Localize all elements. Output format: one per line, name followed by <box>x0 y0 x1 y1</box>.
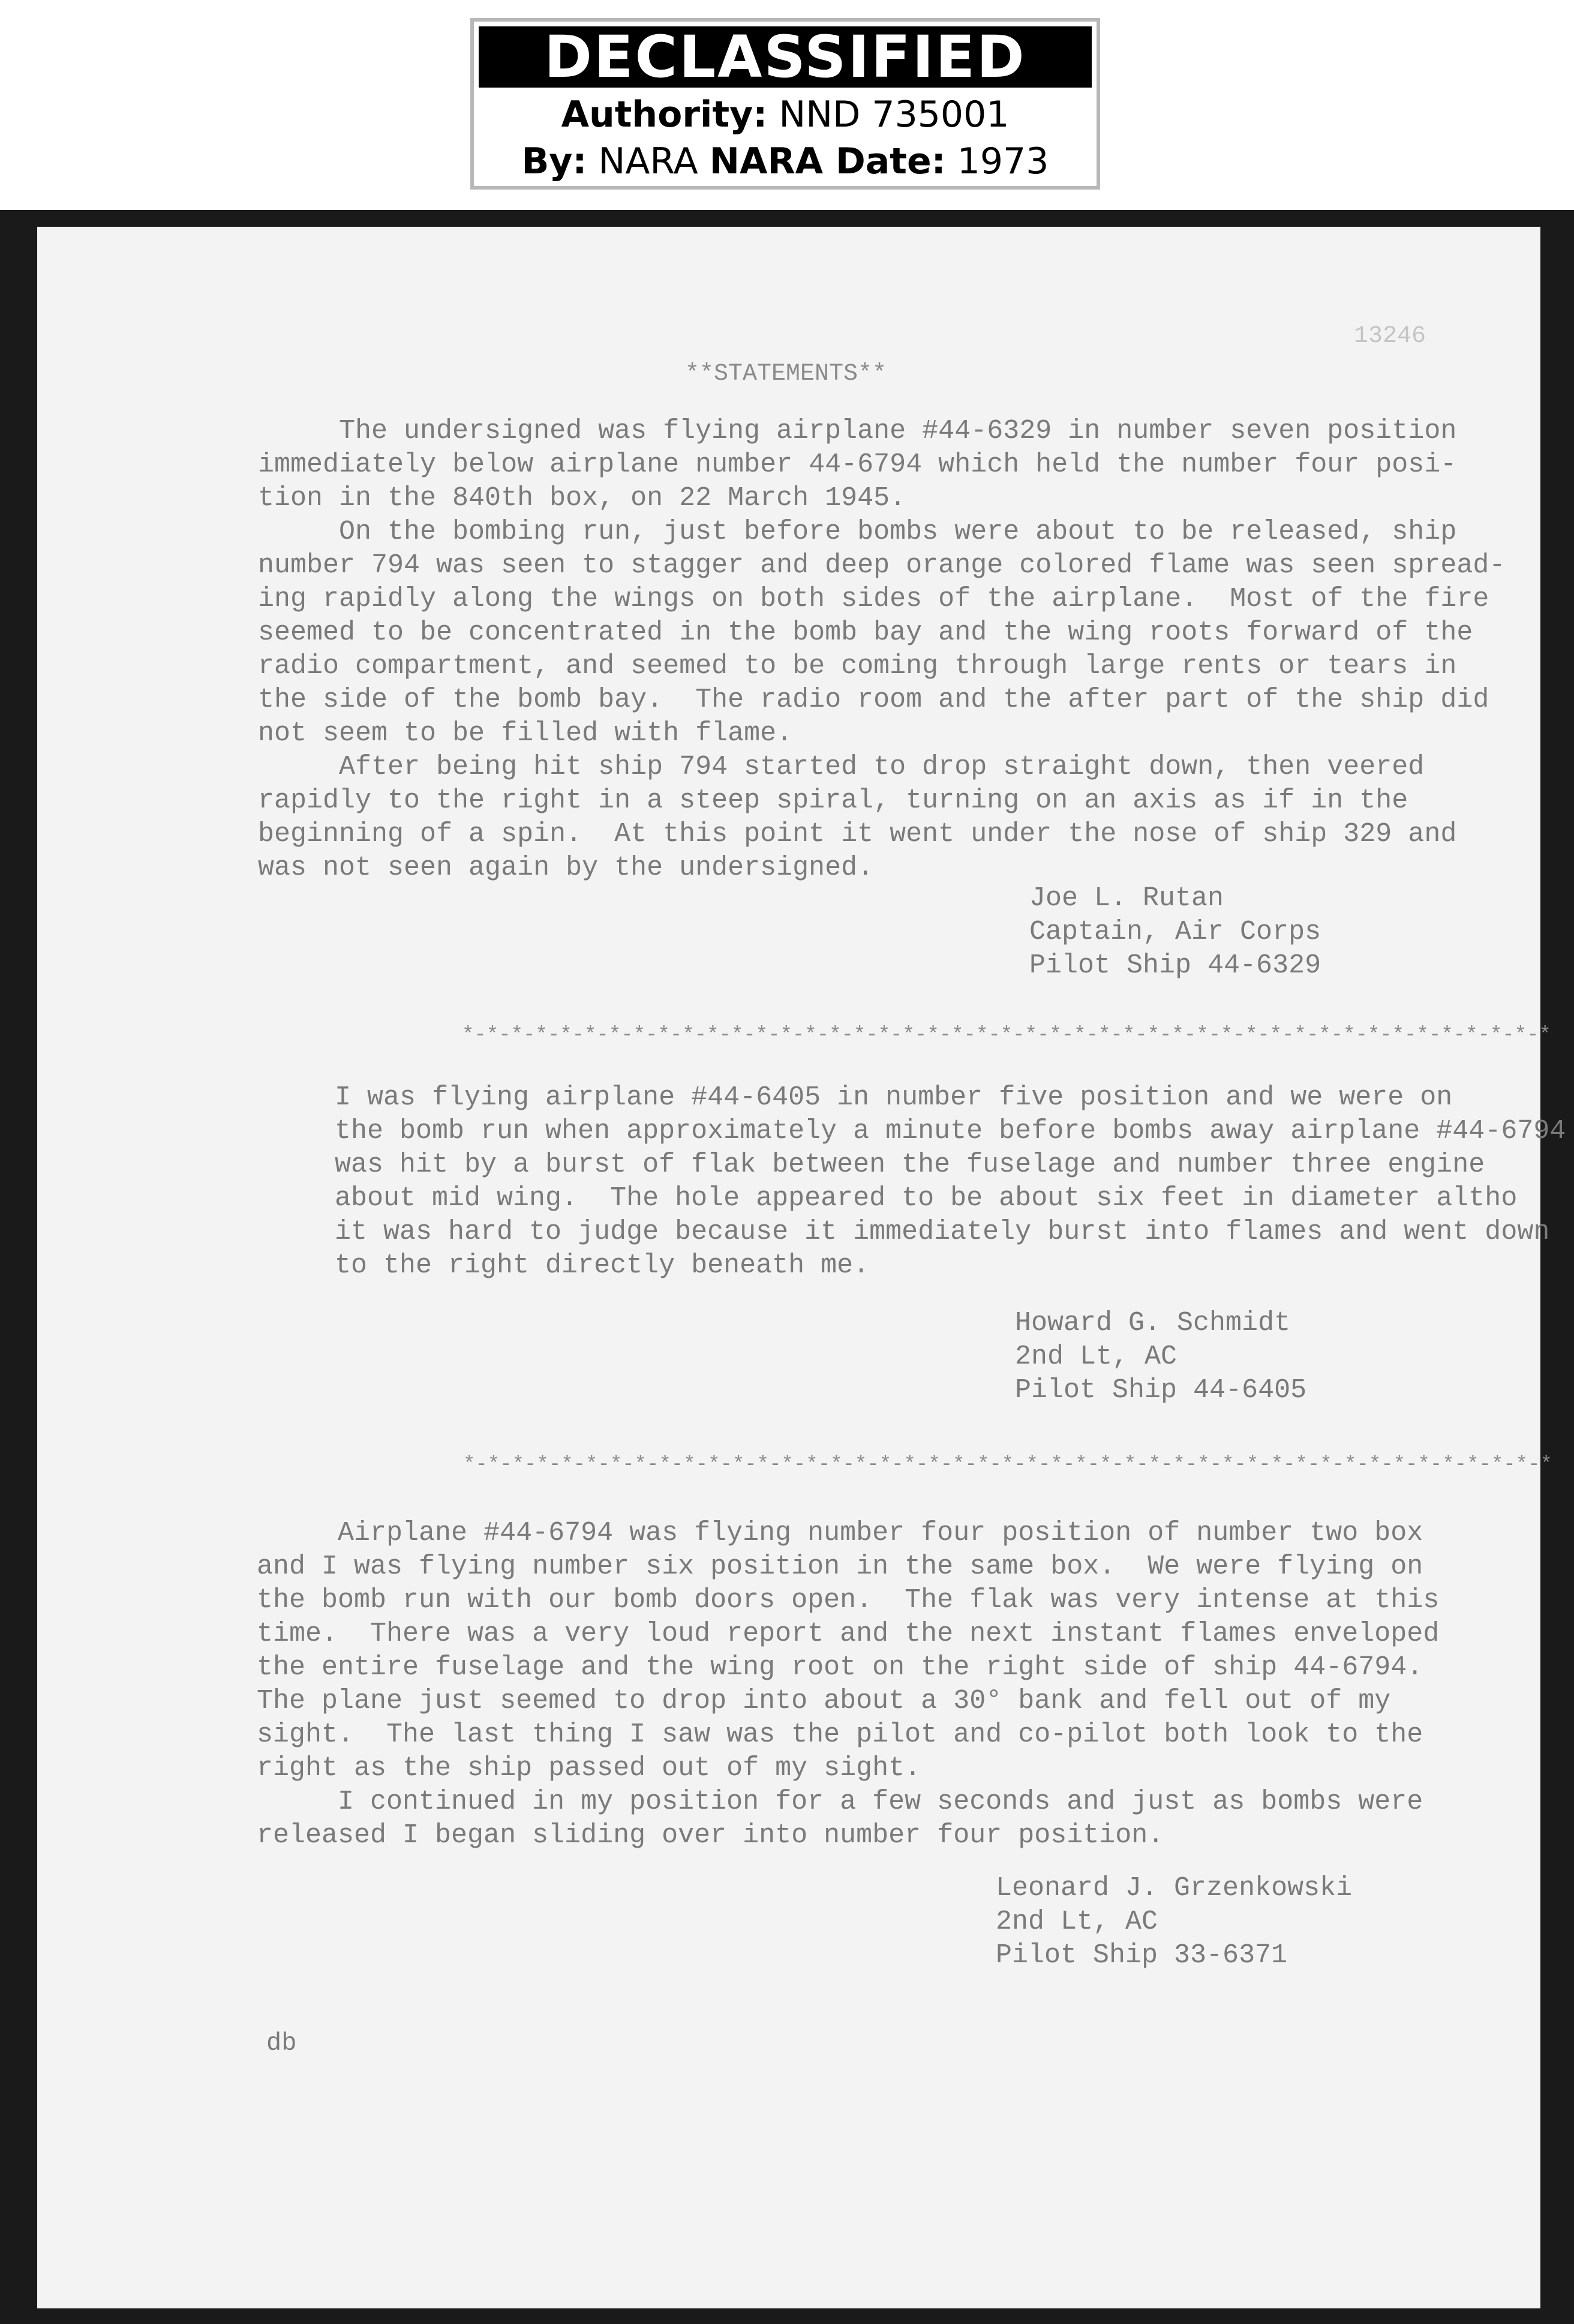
stamp-title: DECLASSIFIED <box>479 26 1092 88</box>
authority-value: NND 735001 <box>767 94 1010 136</box>
date-label: NARA Date: <box>709 140 946 182</box>
scanned-page <box>0 210 1574 2324</box>
stamp-by-date <box>474 140 1097 182</box>
statements-heading: **STATEMENTS** <box>685 361 887 388</box>
statement-1-body: The undersigned was flying airplane #44-6329 in number seven position immediately below airplane number 44-6794 which held the number four posi- tion in the 840th box, on 22 March 1945. On the bombing run, just before bombs were about to be released, ship number 794 was seen to stagger and deep orange colored flame was seen spread- ing rapidly along the wings on both sides of the airplane. Most of the fire seemed to be concentrated in the bomb bay and the wing roots forward of the radio compartment, and seemed to be coming through large rents or tears in the side of the bomb bay. The radio room and the after part of the ship did not seem to be filled with flame. After being hit ship 794 started to drop straight down, then veered rapidly to the right in a steep spiral, turning on an axis as if in the beginning of a spin. At this point it went under the nose of ship 329 and was not seen again by the undersigned. <box>258 416 1506 883</box>
by-value: NARA <box>587 140 710 182</box>
statement-1-signature: Joe L. Rutan Captain, Air Corps Pilot Ship 44-6329 <box>1029 883 1321 981</box>
authority-label: Authority: <box>561 94 768 136</box>
stamp-authority <box>474 94 1097 136</box>
separator-1: *-*-*-*-*-*-*-*-*-*-*-*-*-*-*-*-*-*-*-*-*-*-*-*-*-*-*-*-*-*-*-*-*-*-*-*-*-*-*-*-*-*-*-*-* <box>462 1024 1551 1047</box>
statement-2-signature: Howard G. Schmidt 2nd Lt, AC Pilot Ship 44-6405 <box>1015 1308 1307 1406</box>
document-number: 13246 <box>1354 323 1426 350</box>
date-value: 1973 <box>945 140 1049 182</box>
by-label: By: <box>521 140 587 182</box>
declassified-stamp <box>470 18 1100 190</box>
document-paper <box>37 227 1566 2308</box>
statement-2-body: I was flying airplane #44-6405 in number five position and we were on the bomb run when approximately a minute before bombs away airplane #44-6794 was hit by a burst of flak between the fuselage and number three engine about mid wing. The hole appeared to be about six feet in diameter altho it was hard to judge because it immediately burst into flames and went down to the right directly beneath me. <box>335 1082 1566 1281</box>
separator-2: *-*-*-*-*-*-*-*-*-*-*-*-*-*-*-*-*-*-*-*-*-*-*-*-*-*-*-*-*-*-*-*-*-*-*-*-*-*-*-*-*-*-*-*-* <box>463 1454 1552 1476</box>
typist-initials: db <box>266 2029 297 2058</box>
statement-3-body: Airplane #44-6794 was flying number four position of number two box and I was flying number six position in the same box. We were flying on the bomb run with our bomb doors open. The flak was very intense at this time. There was a very loud report and the next instant flames enveloped the entire fuselage and the wing root on the right side of ship 44-6794. The plane just seemed to drop into about a 30° bank and fell out of my sight. The last thing I saw was the pilot and co-pilot both look to the right as the ship passed out of my sight. I continued in my position for a few seconds and just as bombs were released I began sliding over into number four position. <box>257 1518 1440 1851</box>
statement-3-signature: Leonard J. Grzenkowski 2nd Lt, AC Pilot Ship 33-6371 <box>996 1873 1353 1971</box>
declassification-header <box>0 0 1574 210</box>
